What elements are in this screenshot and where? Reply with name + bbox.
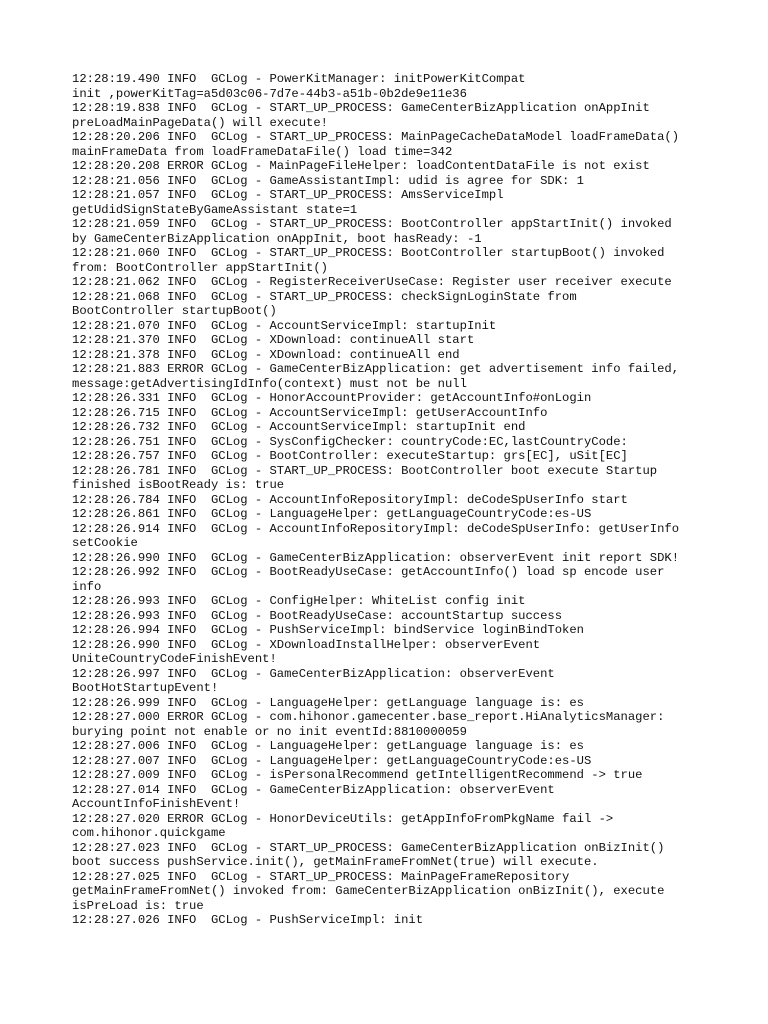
log-line: 12:28:21.060 INFO GCLog - START_UP_PROCESS: BootController startupBoot() invoked [72, 246, 665, 260]
log-line: info [72, 579, 102, 594]
log-line: 12:28:27.006 INFO GCLog - LanguageHelper: getLanguage language is: es [72, 739, 584, 753]
log-line: mainFrameData from loadFrameDataFile() load time=342 [72, 144, 453, 159]
log-line: finished isBootReady is: true [72, 478, 285, 492]
log-line: 12:28:21.378 INFO GCLog - XDownload: continueAll end [72, 347, 460, 362]
log-line: 12:28:21.070 INFO GCLog - AccountServiceImpl: startupInit [72, 318, 497, 333]
log-line: 12:28:26.993 INFO GCLog - ConfigHelper: WhiteList config init [72, 594, 526, 608]
log-line: getUdidSignStateByGameAssistant state=1 [72, 202, 358, 217]
log-line: 12:28:26.990 INFO GCLog - XDownloadInstallHelper: observerEvent [72, 637, 541, 652]
log-line: 12:28:21.370 INFO GCLog - XDownload: continueAll start [72, 333, 475, 347]
log-line: 12:28:19.838 INFO GCLog - START_UP_PROCESS: GameCenterBizApplication onAppInit [72, 101, 650, 115]
log-line: 12:28:20.206 INFO GCLog - START_UP_PROCESS: MainPageCacheDataModel loadFrameData() [72, 130, 680, 144]
log-line: from: BootController appStartInit() [72, 260, 328, 275]
log-line: UniteCountryCodeFinishEvent! [72, 652, 277, 666]
log-line: BootController startupBoot() [72, 304, 277, 318]
log-line: 12:28:27.000 ERROR GCLog - com.hihonor.gamecenter.base_report.HiAnalyticsManager: [72, 710, 665, 724]
log-line: 12:28:26.914 INFO GCLog - AccountInfoRepositoryImpl: deCodeSpUserInfo: getUserInfo [72, 521, 680, 536]
log-line: 12:28:27.009 INFO GCLog - isPersonalRecommend getIntelligentRecommend -> true [72, 768, 643, 782]
log-line: burying point not enable or no init eventId:8810000059 [72, 724, 467, 739]
log-line: 12:28:21.062 INFO GCLog - RegisterReceiverUseCase: Register user receiver execute [72, 275, 672, 289]
log-line: 12:28:26.861 INFO GCLog - LanguageHelper: getLanguageCountryCode:es-US [72, 507, 592, 521]
log-line: 12:28:26.993 INFO GCLog - BootReadyUseCase: accountStartup success [72, 608, 563, 623]
log-line: 12:28:27.025 INFO GCLog - START_UP_PROCESS: MainPageFrameRepository [72, 869, 570, 884]
log-line: 12:28:27.026 INFO GCLog - PushServiceImpl: init [72, 913, 424, 927]
log-line: 12:28:26.757 INFO GCLog - BootController: executeStartup: grs[EC], uSit[EC] [72, 449, 628, 463]
log-line: 12:28:26.781 INFO GCLog - START_UP_PROCESS: BootController boot execute Startup [72, 463, 658, 478]
log-line: 12:28:26.784 INFO GCLog - AccountInfoRepositoryImpl: deCodeSpUserInfo start [72, 492, 628, 507]
log-line: 12:28:19.490 INFO GCLog - PowerKitManager: initPowerKitCompat [72, 72, 526, 86]
log-line: 12:28:27.007 INFO GCLog - LanguageHelper: getLanguageCountryCode:es-US [72, 753, 592, 768]
log-line: AccountInfoFinishEvent! [72, 797, 241, 811]
log-line: getMainFrameFromNet() invoked from: GameCenterBizApplication onBizInit(), execute [72, 884, 665, 898]
log-line: 12:28:26.999 INFO GCLog - LanguageHelper: getLanguage language is: es [72, 695, 584, 710]
log-line: 12:28:26.732 INFO GCLog - AccountServiceImpl: startupInit end [72, 420, 526, 434]
log-line: isPreLoad is: true [72, 898, 204, 913]
log-line: boot success pushService.init(), getMainFrameFromNet(true) will execute. [72, 855, 599, 869]
log-line: 12:28:27.014 INFO GCLog - GameCenterBizApplication: observerEvent [72, 782, 555, 797]
log-line: message:getAdvertisingIdInfo(context) must not be null [72, 376, 467, 391]
log-line: 12:28:27.023 INFO GCLog - START_UP_PROCESS: GameCenterBizApplication onBizInit() [72, 840, 665, 855]
log-line: 12:28:26.990 INFO GCLog - GameCenterBizApplication: observerEvent init report SDK! [72, 550, 680, 565]
log-line: 12:28:27.020 ERROR GCLog - HonorDeviceUtils: getAppInfoFromPkgName fail -> [72, 811, 614, 826]
log-line: 12:28:26.997 INFO GCLog - GameCenterBizApplication: observerEvent [72, 666, 555, 681]
log-line: 12:28:26.715 INFO GCLog - AccountServiceImpl: getUserAccountInfo [72, 405, 548, 420]
log-line: 12:28:21.068 INFO GCLog - START_UP_PROCESS: checkSignLoginState from [72, 289, 577, 304]
log-line: 12:28:26.992 INFO GCLog - BootReadyUseCase: getAccountInfo() load sp encode user [72, 565, 665, 579]
log-line: 12:28:21.057 INFO GCLog - START_UP_PROCESS: AmsServiceImpl [72, 188, 504, 202]
log-line: 12:28:26.994 INFO GCLog - PushServiceImpl: bindService loginBindToken [72, 623, 584, 637]
log-line: 12:28:21.056 INFO GCLog - GameAssistantImpl: udid is agree for SDK: 1 [72, 173, 584, 188]
log-document [72, 72, 702, 928]
log-line: BootHotStartupEvent! [72, 681, 219, 695]
log-line: 12:28:20.208 ERROR GCLog - MainPageFileHelper: loadContentDataFile is not exist [72, 159, 650, 173]
log-line: preLoadMainPageData() will execute! [72, 115, 328, 130]
log-line: 12:28:21.883 ERROR GCLog - GameCenterBizApplication: get advertisement info failed, [72, 362, 680, 376]
log-line: 12:28:26.751 INFO GCLog - SysConfigChecker: countryCode:EC,lastCountryCode: [72, 434, 628, 449]
log-line: by GameCenterBizApplication onAppInit, boot hasReady: -1 [72, 231, 482, 246]
log-line: 12:28:21.059 INFO GCLog - START_UP_PROCESS: BootController appStartInit() invoked [72, 217, 672, 231]
log-line: 12:28:26.331 INFO GCLog - HonorAccountProvider: getAccountInfo#onLogin [72, 391, 592, 405]
log-line: init ,powerKitTag=a5d03c06-7d7e-44b3-a51b-0b2de9e11e36 [72, 86, 467, 101]
log-line: com.hihonor.quickgame [72, 826, 226, 840]
log-line: setCookie [72, 536, 138, 550]
